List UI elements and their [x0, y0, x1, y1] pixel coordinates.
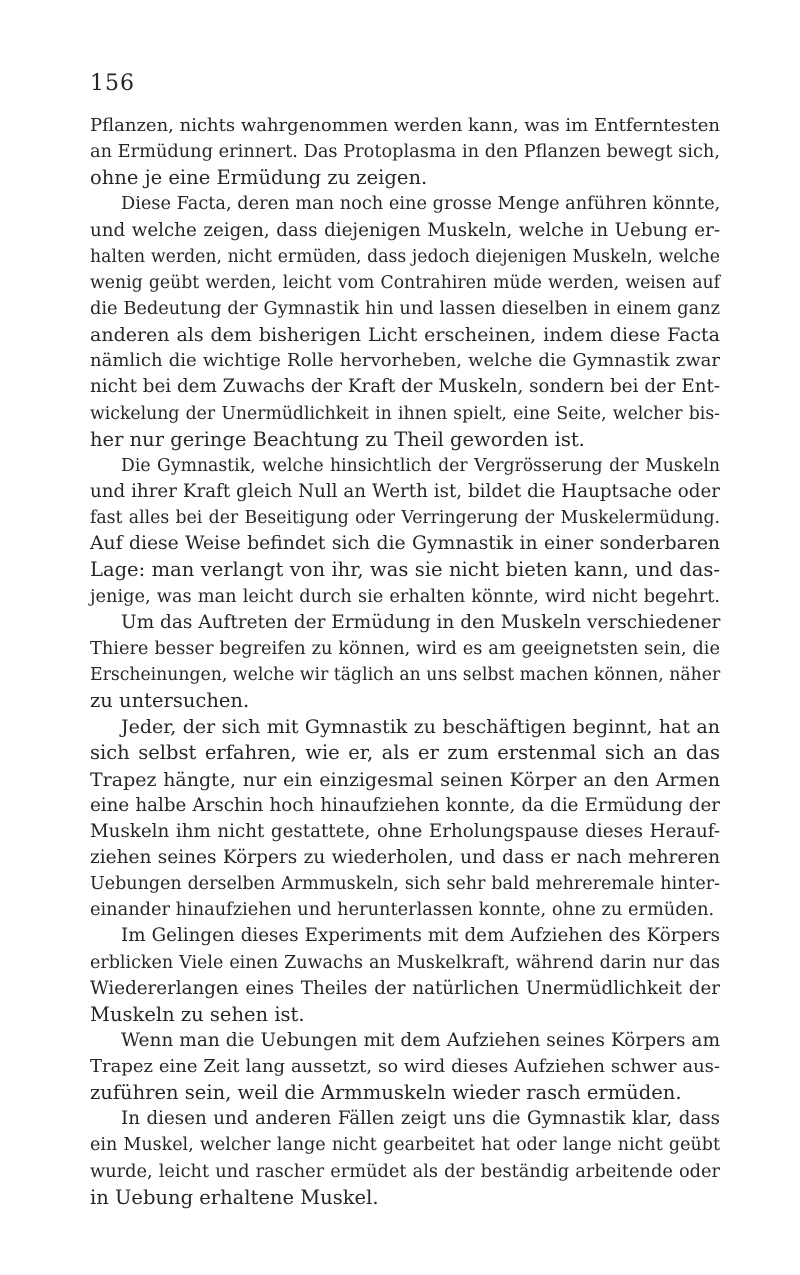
text-line: jenige, was man leicht durch sie erhalten könnte, wird nicht begehrt.	[90, 586, 720, 607]
text-line: Wenn man die Uebungen mit dem Aufziehen seines Körpers am	[121, 1029, 720, 1051]
text-line: Um das Auftreten der Ermüdung in den Muskeln verschiedener	[121, 611, 721, 633]
text-line: Trapez eine Zeit lang aussetzt, so wird dieses Aufziehen schwer aus-	[90, 1056, 720, 1078]
text-line: Uebungen derselben Armmuskeln, sich sehr bald mehreremale hinter-	[90, 874, 720, 895]
text-line: wickelung der Unermüdlichkeit in ihnen spielt, eine Seite, welcher bis-	[90, 403, 720, 424]
text-line: nämlich die wichtige Rolle hervorheben, welche die Gymnastik zwar	[90, 350, 720, 372]
text-line: anderen als dem bisherigen Licht erscheinen, indem diese Facta	[90, 324, 720, 347]
text-line: sich selbst erfahren, wie er, als er zum erstenmal sich an das	[90, 741, 720, 765]
text-line: Muskeln ihm nicht gestattete, ohne Erholungspause dieses Herauf-	[90, 820, 720, 842]
text-line: und ihrer Kraft gleich Null an Werth ist, bildet die Hauptsache oder	[90, 480, 720, 502]
text-line: fast alles bei der Beseitigung oder Verringerung der Muskelermüdung.	[90, 508, 720, 529]
text-line: an Ermüdung erinnert. Das Protoplasma in den Pflanzen bewegt sich,	[90, 142, 720, 163]
text-line: ohne je eine Ermüdung zu zeigen.	[90, 166, 428, 190]
text-line: Muskeln zu sehen ist.	[90, 1002, 305, 1026]
text-line: wenig geübt werden, leicht vom Contrahiren müde werden, weisen auf	[90, 272, 720, 293]
text-line: Pflanzen, nichts wahrgenommen werden kann, was im Entferntesten	[90, 115, 721, 136]
text-line: Auf diese Weise befindet sich die Gymnastik in einer sonderbaren	[90, 533, 720, 555]
text-line: in Uebung erhaltene Muskel.	[90, 1185, 379, 1209]
text-line: Trapez hängte, nur ein einzigesmal seinen Körper an den Armen	[90, 768, 720, 791]
text-line: halten werden, nicht ermüden, dass jedoch diejenigen Muskeln, welche	[90, 246, 720, 267]
text-line: Wiedererlangen eines Theiles der natürlichen Unermüdlichkeit der	[90, 977, 720, 999]
text-line: zuführen sein, weil die Armmuskeln wieder rasch ermüden.	[90, 1081, 682, 1105]
text-line: Diese Facta, deren man noch eine grosse Menge anführen könnte,	[121, 194, 721, 215]
text-line: Lage: man verlangt von ihr, was sie nicht bieten kann, und das-	[90, 558, 720, 582]
text-line: ziehen seines Körpers zu wiederholen, und dass er nach mehreren	[90, 846, 720, 868]
text-line: Erscheinungen, welche wir täglich an uns selbst machen können, näher	[90, 664, 721, 685]
text-line: her nur geringe Beachtung zu Theil geworden ist.	[90, 427, 585, 451]
text-line: zu untersuchen.	[90, 689, 250, 713]
text-line: erblicken Viele einen Zuwachs an Muskelkraft, während darin nur das	[90, 952, 720, 973]
text-line: nicht bei dem Zuwachs der Kraft der Muskeln, sondern bei der Ent-	[90, 376, 720, 398]
text-line: einander hinaufziehen und herunterlassen konnte, ohne zu ermüden.	[90, 900, 715, 921]
text-line: eine halbe Arschin hoch hinaufziehen konnte, da die Ermüdung der	[90, 794, 720, 816]
text-line: ein Muskel, welcher lange nicht gearbeitet hat oder lange nicht geübt	[90, 1135, 720, 1156]
text-line: In diesen und anderen Fällen zeigt uns die Gymnastik klar, dass	[121, 1108, 720, 1130]
text-line: Im Gelingen dieses Experiments mit dem Aufziehen des Körpers	[121, 925, 720, 947]
text-line: Thiere besser begreifen zu können, wird es am geeignetsten sein, die	[90, 638, 720, 659]
text-line: die Bedeutung der Gymnastik hin und lassen dieselben in einem ganz	[90, 298, 720, 319]
body-text	[90, 113, 720, 1211]
text-line: wurde, leicht und rascher ermüdet als der beständig arbeitende oder	[90, 1161, 720, 1182]
text-line: Die Gymnastik, welche hinsichtlich der Vergrösserung der Muskeln	[121, 455, 720, 476]
page-number: 156	[90, 71, 135, 96]
text-line: Jeder, der sich mit Gymnastik zu beschäftigen beginnt, hat an	[121, 716, 720, 739]
text-line: und welche zeigen, dass diejenigen Muskeln, welche in Uebung er-	[90, 219, 720, 241]
